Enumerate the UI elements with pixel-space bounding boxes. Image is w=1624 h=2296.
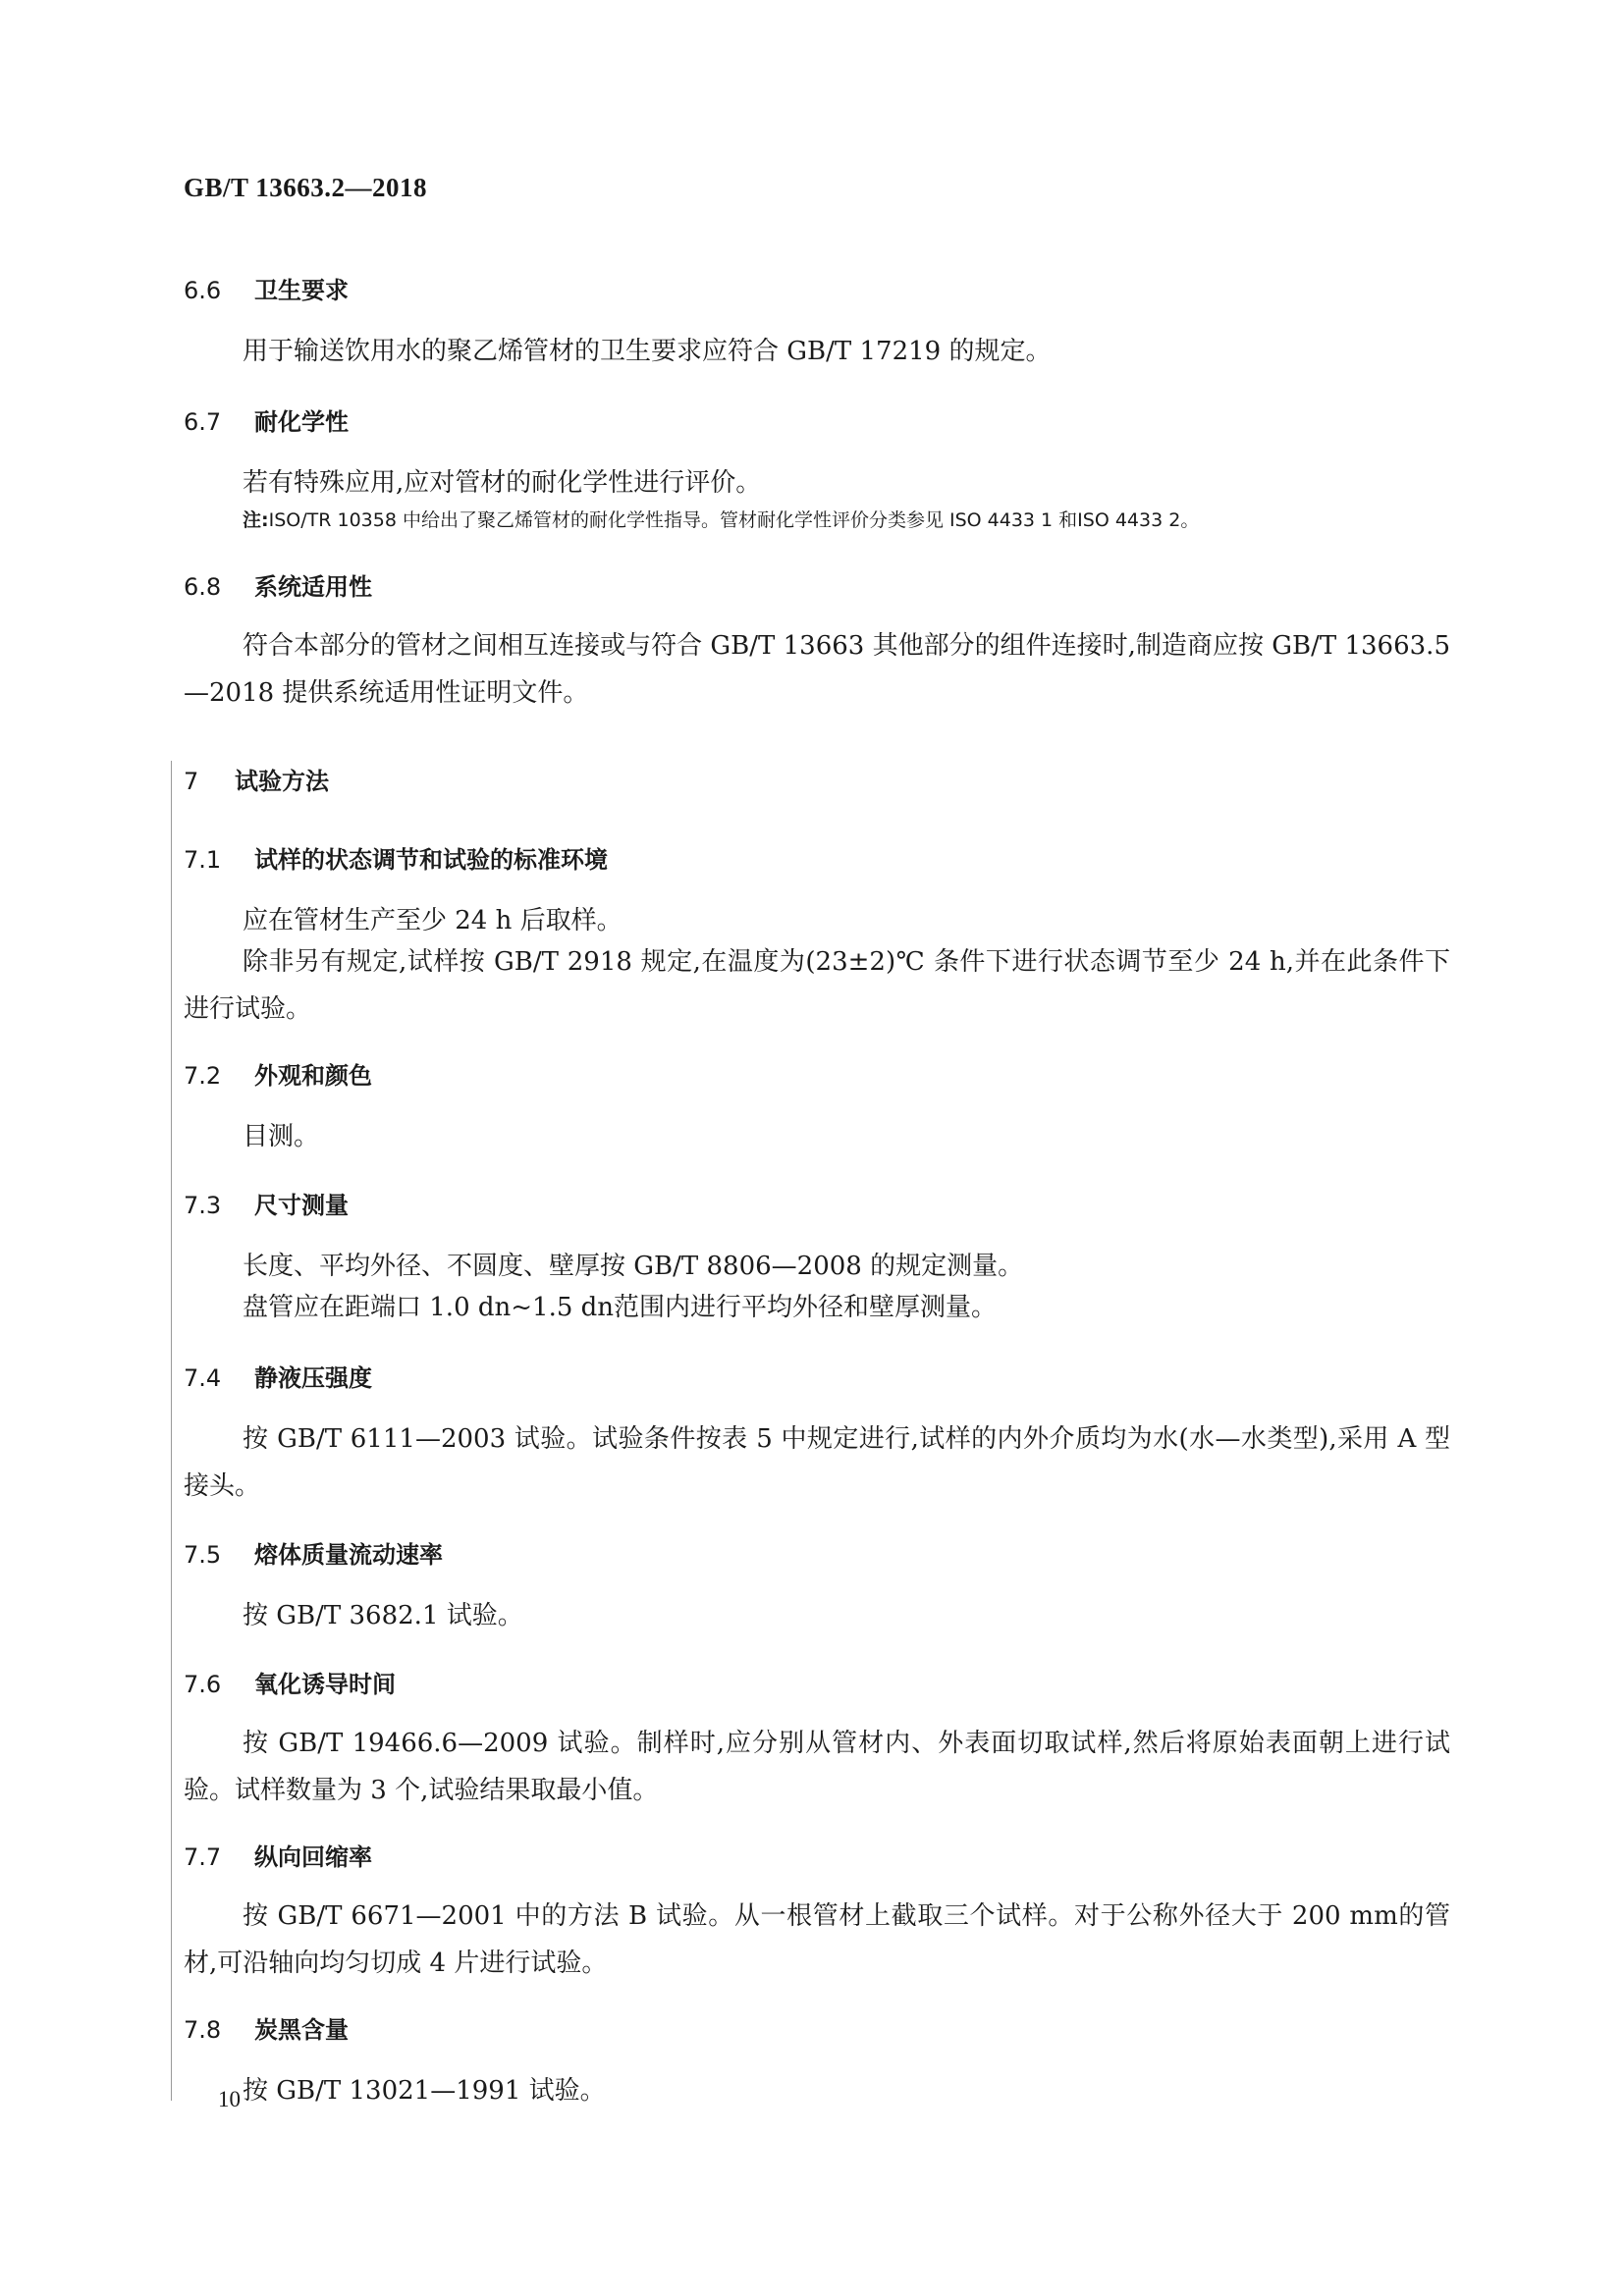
paragraph-7-3-a: 长度、平均外径、不圆度、壁厚按 GB/T 8806—2008 的规定测量。 [243,1252,1024,1281]
paragraph-7-8: 按 GB/T 13021—1991 试验。 [243,2076,606,2106]
section-number: 7.1 [184,846,222,874]
section-title: 炭黑含量 [254,2016,349,2044]
heading-7-3 [184,1186,349,1220]
paragraph-7-6: 按 GB/T 19466.6—2009 试验。制样时,应分别从管材内、外表面切取试样,然后将原始表面朝上进行试验。试样数量为 3 个,试验结果取最小值。 [184,1729,1450,1805]
section-title: 静液压强度 [254,1364,372,1392]
section-title: 氧化诱导时间 [254,1671,396,1698]
heading-7-4 [184,1359,372,1393]
margin-rule [171,761,172,2101]
note-text: ISO/TR 10358 中给出了聚乙烯管材的耐化学性指导。管材耐化学性评价分类参见 ISO 4433 1 和ISO 4433 2。 [268,509,1200,531]
note-label: 注: [243,509,269,531]
heading-7-8 [184,2010,349,2045]
paragraph-7-2: 目测。 [243,1122,320,1151]
heading-6-8 [184,567,372,602]
paragraph-6-6: 用于输送饮用水的聚乙烯管材的卫生要求应符合 GB/T 17219 的规定。 [243,337,1052,366]
heading-7-2 [184,1056,372,1091]
paragraph-7-1-a: 应在管材生产至少 24 h 后取样。 [243,906,623,935]
paragraph-7-5: 按 GB/T 3682.1 试验。 [243,1601,523,1630]
document-code: GB/T 13663.2—2018 [184,173,428,202]
section-title: 试样的状态调节和试验的标准环境 [254,846,608,874]
heading-6-7 [184,402,349,437]
section-number: 7.4 [184,1364,222,1392]
note-6-7 [184,506,1460,535]
page-number: 10 [218,2087,241,2111]
section-number: 7.7 [184,1843,222,1871]
heading-7 [184,762,329,796]
section-title: 纵向回缩率 [254,1843,372,1871]
heading-7-5 [184,1535,443,1570]
paragraph-7-4: 按 GB/T 6111—2003 试验。试验条件按表 5 中规定进行,试样的内外介质均为水(水—水类型),采用 A 型接头。 [184,1424,1450,1501]
paragraph-7-3-b: 盘管应在距端口 1.0 dn~1.5 dn范围内进行平均外径和壁厚测量。 [243,1293,998,1322]
section-number: 7.3 [184,1192,222,1219]
heading-6-6 [184,271,349,305]
section-number: 7.2 [184,1062,222,1090]
section-title: 外观和颜色 [254,1062,372,1090]
paragraph-6-7: 若有特殊应用,应对管材的耐化学性进行评价。 [243,468,762,498]
heading-7-6 [184,1665,396,1699]
section-number: 6.6 [184,277,222,304]
section-number: 6.7 [184,408,222,436]
section-title: 系统适用性 [254,573,372,601]
section-title: 熔体质量流动速率 [254,1541,443,1569]
section-title: 尺寸测量 [254,1192,349,1219]
heading-7-7 [184,1838,372,1872]
section-title: 试验方法 [235,768,329,795]
section-title: 耐化学性 [254,408,349,436]
section-number: 6.8 [184,573,222,601]
section-title: 卫生要求 [254,277,349,304]
section-number: 7.8 [184,2016,222,2044]
heading-7-1 [184,840,608,875]
paragraph-6-8: 符合本部分的管材之间相互连接或与符合 GB/T 13663 其他部分的组件连接时,制造商应按 GB/T 13663.5—2018 提供系统适用性证明文件。 [184,631,1450,708]
section-number: 7.5 [184,1541,222,1569]
section-number: 7 [184,768,199,795]
paragraph-7-1-b: 除非另有规定,试样按 GB/T 2918 规定,在温度为(23±2)℃ 条件下进行状态调节至少 24 h,并在此条件下进行试验。 [184,947,1450,1024]
paragraph-7-7: 按 GB/T 6671—2001 中的方法 B 试验。从一根管材上截取三个试样。对于公称外径大于 200 mm的管材,可沿轴向均匀切成 4 片进行试验。 [184,1901,1450,1978]
section-number: 7.6 [184,1671,222,1698]
